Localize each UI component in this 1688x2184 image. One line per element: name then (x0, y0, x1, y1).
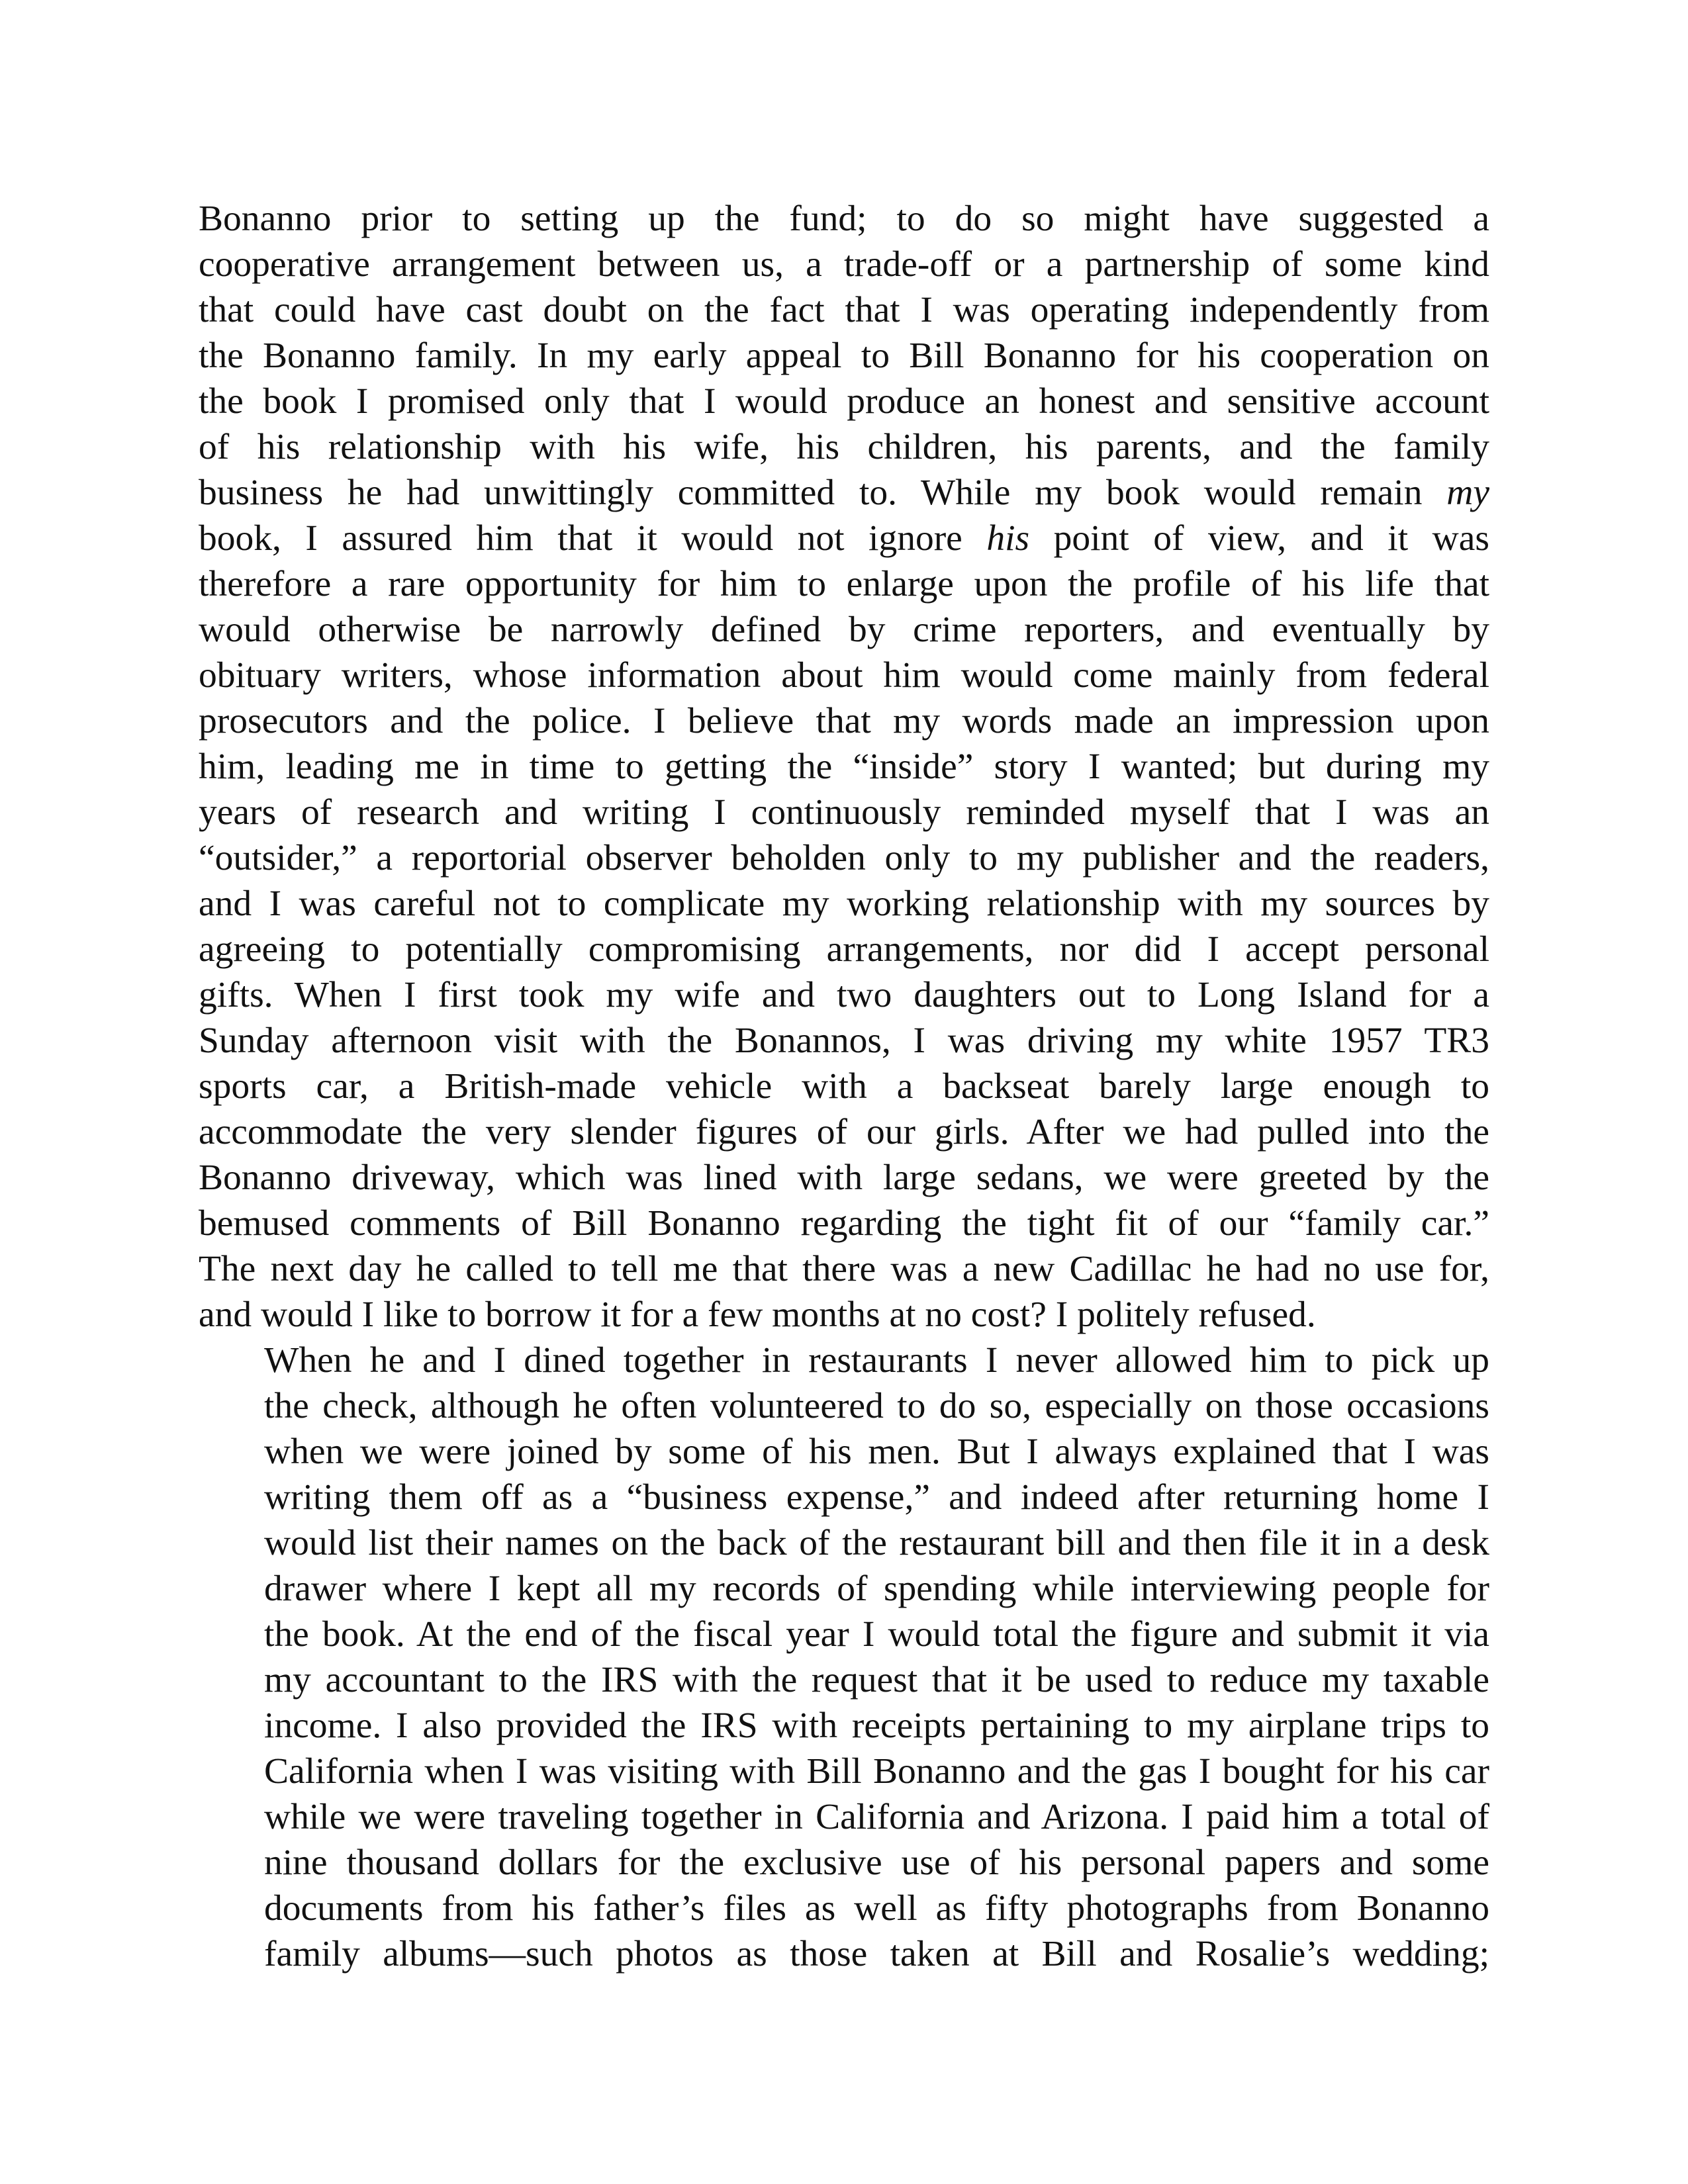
text-line (199, 1886, 1489, 1931)
text-line (199, 379, 1489, 424)
text-segment: that could have cast doubt on the fact that I was operating independently from (199, 290, 1489, 330)
text-line (199, 607, 1489, 653)
text-segment: California when I was visiting with Bill Bonanno and the gas I bought for his car (264, 1751, 1489, 1792)
body-text (199, 196, 1489, 1977)
text-segment: income. I also provided the IRS with receipts pertaining to my airplane trips to (264, 1706, 1489, 1746)
text-segment: drawer where I kept all my records of spending while interviewing people for (264, 1569, 1489, 1609)
text-segment: my accountant to the IRS with the request that it be used to reduce my taxable (264, 1660, 1489, 1700)
text-line (199, 561, 1489, 607)
text-segment: while we were traveling together in California and Arizona. I paid him a total of (264, 1797, 1489, 1837)
text-line (199, 196, 1489, 242)
text-line (199, 1018, 1489, 1064)
paragraph (199, 196, 1489, 1338)
document-page (199, 196, 1489, 1977)
text-line (199, 1657, 1489, 1703)
text-line (199, 1749, 1489, 1794)
emphasis-text: his (986, 518, 1030, 559)
text-line (199, 1155, 1489, 1201)
text-segment: would list their names on the back of the restaurant bill and then file it in a desk (264, 1523, 1489, 1563)
text-segment: gifts. When I first took my wife and two daughters out to Long Island for a (199, 975, 1489, 1015)
text-line (199, 1292, 1489, 1338)
text-segment: and I was careful not to complicate my working relationship with my sources by (199, 884, 1489, 924)
text-segment: writing them off as a “business expense,” and indeed after returning home I (264, 1477, 1489, 1518)
text-line (199, 1064, 1489, 1109)
text-segment: bemused comments of Bill Bonanno regarding the tight fit of our “family car.” (199, 1203, 1489, 1244)
text-segment: “outsider,” a reportorial observer beholden only to my publisher and the readers, (199, 838, 1489, 878)
text-line (199, 972, 1489, 1018)
text-line (199, 1338, 1489, 1383)
text-line (199, 470, 1489, 516)
text-segment: agreeing to potentially compromising arrangements, nor did I accept personal (199, 929, 1489, 970)
text-line (199, 835, 1489, 881)
text-line (199, 1840, 1489, 1886)
paragraph (199, 1338, 1489, 1977)
text-segment: book, I assured him that it would not ignore (199, 518, 987, 559)
text-line (199, 1703, 1489, 1749)
text-segment: cooperative arrangement between us, a trade-off or a partnership of some kind (199, 244, 1489, 285)
text-segment: the book I promised only that I would produce an honest and sensitive account (199, 381, 1489, 422)
text-line (199, 1109, 1489, 1155)
text-line (199, 881, 1489, 927)
text-line (199, 287, 1489, 333)
text-segment: The next day he called to tell me that there was a new Cadillac he had no use for, (199, 1249, 1489, 1289)
text-segment: family albums—such photos as those taken at Bill and Rosalie’s wedding; (264, 1934, 1489, 1974)
text-segment: him, leading me in time to getting the “inside” story I wanted; but during my (199, 747, 1489, 787)
text-segment: the book. At the end of the fiscal year I would total the figure and submit it via (264, 1614, 1489, 1655)
text-segment: nine thousand dollars for the exclusive use of his personal papers and some (264, 1843, 1489, 1883)
text-segment: the Bonanno family. In my early appeal to Bill Bonanno for his cooperation on (199, 336, 1489, 376)
text-segment: the check, although he often volunteered to do so, especially on those occasions (264, 1386, 1489, 1426)
text-line (199, 790, 1489, 835)
text-line (199, 424, 1489, 470)
text-segment: and would I like to borrow it for a few months at no cost? I politely refused. (199, 1295, 1316, 1335)
text-line (199, 1520, 1489, 1566)
text-line (199, 927, 1489, 972)
text-segment: When he and I dined together in restaurants I never allowed him to pick up (264, 1340, 1489, 1381)
text-line (199, 1475, 1489, 1520)
text-segment: obituary writers, whose information about him would come mainly from federal (199, 655, 1489, 696)
text-segment: years of research and writing I continuously reminded myself that I was an (199, 792, 1489, 833)
text-segment: Bonanno prior to setting up the fund; to do so might have suggested a (199, 199, 1489, 239)
text-segment: business he had unwittingly committed to. While my book would remain (199, 473, 1447, 513)
text-line (199, 1201, 1489, 1246)
text-line (199, 1931, 1489, 1977)
text-line (199, 653, 1489, 698)
text-segment: sports car, a British-made vehicle with a backseat barely large enough to (199, 1066, 1489, 1107)
text-line (199, 698, 1489, 744)
text-segment: would otherwise be narrowly defined by crime reporters, and eventually by (199, 610, 1489, 650)
text-segment: point of view, and it was (1029, 518, 1489, 559)
text-segment: of his relationship with his wife, his children, his parents, and the family (199, 427, 1489, 467)
text-segment: when we were joined by some of his men. But I always explained that I was (264, 1432, 1489, 1472)
text-segment: therefore a rare opportunity for him to enlarge upon the profile of his life that (199, 564, 1489, 604)
text-line (199, 744, 1489, 790)
text-line (199, 242, 1489, 287)
text-line (199, 1383, 1489, 1429)
text-line (199, 1429, 1489, 1475)
text-segment: documents from his father’s files as well as fifty photographs from Bonanno (264, 1888, 1489, 1929)
text-line (199, 1612, 1489, 1657)
emphasis-text: my (1446, 473, 1489, 513)
text-segment: Bonanno driveway, which was lined with large sedans, we were greeted by the (199, 1158, 1489, 1198)
text-segment: Sunday afternoon visit with the Bonannos, I was driving my white 1957 TR3 (199, 1021, 1489, 1061)
text-line (199, 333, 1489, 379)
text-line (199, 1566, 1489, 1612)
text-line (199, 1246, 1489, 1292)
text-segment: accommodate the very slender figures of our girls. After we had pulled into the (199, 1112, 1489, 1152)
text-segment: prosecutors and the police. I believe that my words made an impression upon (199, 701, 1489, 741)
text-line (199, 516, 1489, 561)
text-line (199, 1794, 1489, 1840)
